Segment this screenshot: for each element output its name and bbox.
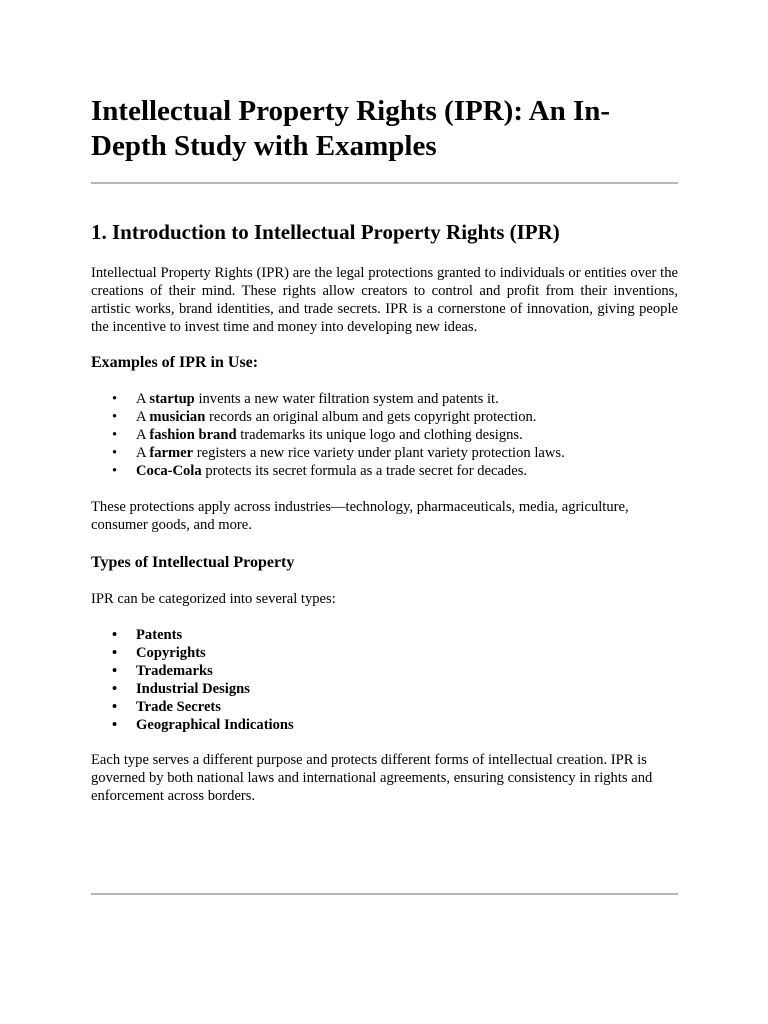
closing-paragraph: Each type serves a different purpose and protects different forms of intellectual creation. IPR is governed by both national laws and international agreements, ensuring consistency in rights and enforcement across borders. (91, 752, 653, 804)
list-item (91, 716, 678, 734)
list-item (91, 644, 678, 662)
example-keyword: fashion brand (149, 427, 237, 443)
list-item (91, 408, 678, 426)
bullet-icon: • (112, 445, 118, 461)
type-label: Trademarks (136, 663, 213, 679)
type-label: Industrial Designs (136, 681, 250, 697)
bullet-icon: • (112, 409, 118, 425)
list-item (91, 444, 678, 462)
bullet-icon: • (112, 699, 118, 715)
list-item (91, 680, 678, 698)
bullet-icon: • (112, 391, 118, 407)
bullet-icon: • (112, 681, 118, 697)
bullet-icon: • (112, 717, 118, 733)
bullet-icon: • (112, 663, 118, 679)
bullet-icon: • (112, 645, 118, 661)
example-keyword: startup (149, 391, 195, 407)
list-item (91, 462, 678, 480)
example-keyword: Coca-Cola (136, 463, 202, 479)
example-prefix: A (136, 427, 150, 443)
example-keyword: musician (149, 409, 206, 425)
type-label: Trade Secrets (136, 699, 221, 715)
document-title: Intellectual Property Rights (IPR): An In-Depth Study with Examples (91, 95, 611, 162)
example-prefix: A (136, 445, 150, 461)
example-prefix: A (136, 409, 150, 425)
bullet-icon: • (112, 427, 118, 443)
bullet-icon: • (112, 627, 118, 643)
type-label: Patents (136, 627, 183, 643)
bullet-icon: • (112, 463, 118, 479)
example-text: protects its secret formula as a trade secret for decades. (201, 463, 528, 479)
example-text: registers a new rice variety under plant variety protection laws. (193, 445, 565, 461)
section-heading-introduction: 1. Introduction to Intellectual Property Rights (IPR) (91, 220, 560, 244)
example-text: records an original album and gets copyright protection. (205, 409, 537, 425)
intro-paragraph: Intellectual Property Rights (IPR) are the legal protections granted to individuals or entities over the creations of their mind. These rights allow creators to control and profit from their inventions, artistic works, brand identities, and trade secrets. IPR is a cornerstone of innovation, giving people the incentive to invest time and money into developing new ideas. (91, 265, 678, 335)
example-prefix: A (136, 391, 150, 407)
horizontal-rule-bottom (91, 893, 678, 895)
types-heading: Types of Intellectual Property (91, 554, 295, 571)
list-item (91, 390, 678, 408)
example-keyword: farmer (149, 445, 194, 461)
example-text: trademarks its unique logo and clothing designs. (236, 427, 523, 443)
type-label: Copyrights (136, 645, 206, 661)
examples-heading: Examples of IPR in Use: (91, 354, 259, 371)
list-item (91, 426, 678, 444)
industries-paragraph: These protections apply across industries—technology, pharmaceuticals, media, agriculture, consumer goods, and more. (91, 499, 629, 533)
list-item (91, 698, 678, 716)
examples-list (91, 390, 678, 480)
type-label: Geographical Indications (136, 717, 294, 733)
list-item (91, 662, 678, 680)
example-text: invents a new water filtration system and patents it. (194, 391, 499, 407)
horizontal-rule-top (91, 182, 678, 184)
types-list (91, 626, 678, 734)
list-item (91, 626, 678, 644)
types-intro-paragraph: IPR can be categorized into several types: (91, 591, 336, 607)
